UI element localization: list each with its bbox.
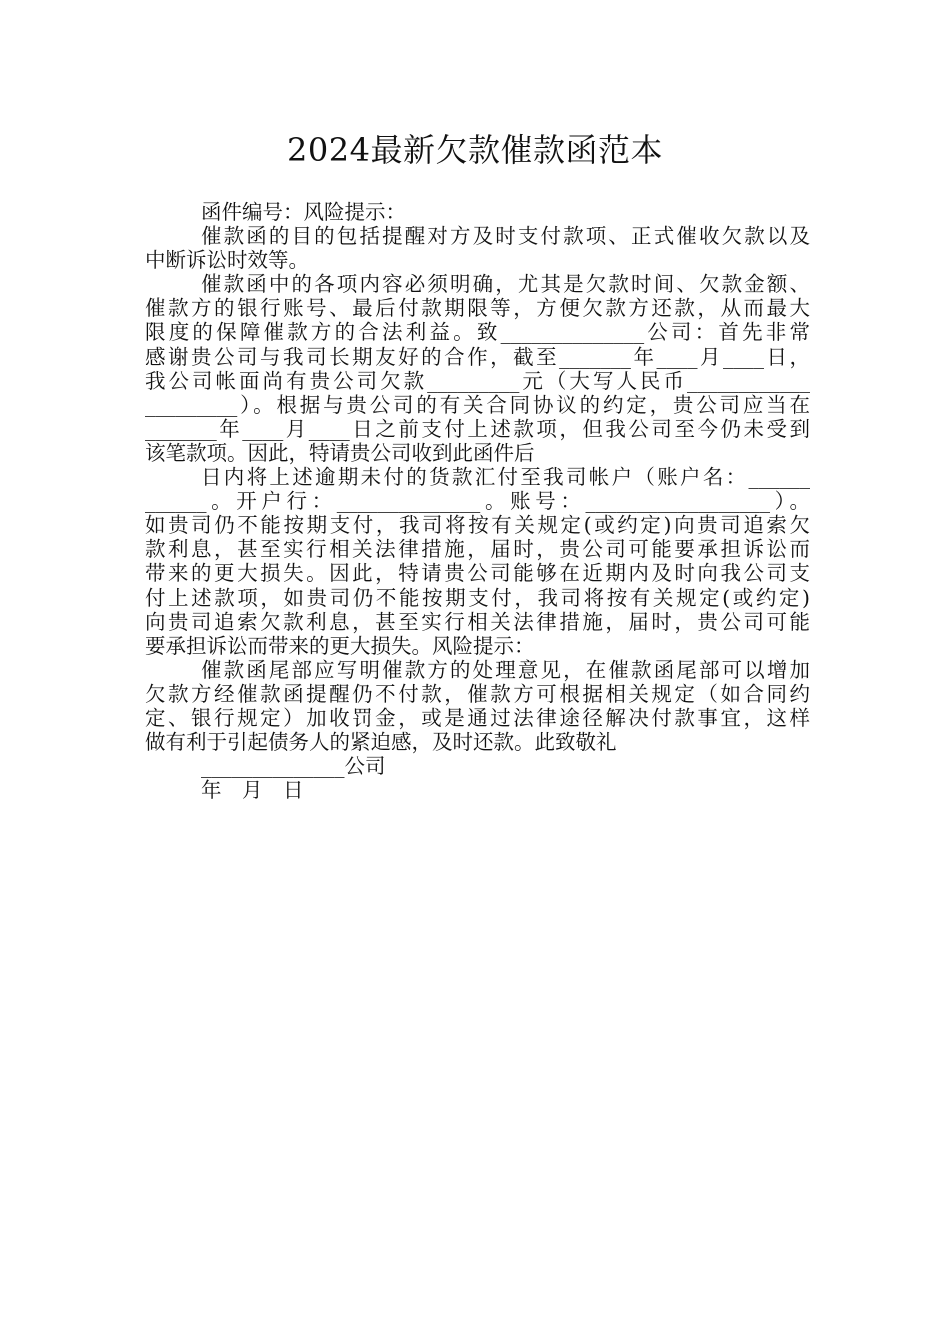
- doc-line: 带来的更大损失。因此，特请贵公司能够在近期内及时向我公司支: [145, 561, 810, 586]
- doc-line: ______。开户行：______________。账号：__________________）。: [145, 489, 810, 514]
- doc-line: 如贵司仍不能按期支付，我司将按有关规定(或约定)向贵司追索欠: [145, 513, 810, 538]
- doc-line: 催款函中的各项内容必须明确，尤其是欠款时间、欠款金额、: [201, 272, 810, 297]
- doc-line: 定、银行规定）加收罚金，或是通过法律途径解决付款事宜，这样: [145, 705, 810, 730]
- doc-line: 催款函的目的包括提醒对方及时支付款项、正式催收欠款以及: [201, 224, 810, 249]
- doc-line: _________）。根据与贵公司的有关合同协议的约定，贵公司应当在: [145, 392, 810, 417]
- document-body: [145, 200, 810, 802]
- doc-line: 日内将上述逾期未付的货款汇付至我司帐户（账户名：______: [201, 465, 810, 490]
- doc-signature-date: 年 月 日: [201, 778, 304, 803]
- doc-line-file-number: 函件编号：风险提示：: [201, 200, 406, 224]
- doc-line: 催款方的银行账号、最后付款期限等，方便欠款方还款，从而最大: [145, 296, 810, 321]
- doc-line: 催款函尾部应写明催款方的处理意见，在催款函尾部可以增加: [201, 657, 810, 682]
- doc-line: 该笔款项。因此，特请贵公司收到此函件后: [145, 440, 535, 465]
- doc-line: 付上述款项，如贵司仍不能按期支付，我司将按有关规定(或约定): [145, 585, 810, 610]
- doc-line: 我公司帐面尚有贵公司欠款_________元（大写人民币____________: [145, 368, 810, 393]
- doc-line: 要承担诉讼而带来的更大损失。风险提示：: [145, 633, 535, 658]
- doc-line: _______年____月____日之前支付上述款项，但我公司至今仍未受到: [145, 416, 810, 441]
- doc-line: 感谢贵公司与我司长期友好的合作，截至_______年____月____日，: [145, 344, 810, 369]
- doc-line: 中断诉讼时效等。: [145, 248, 309, 273]
- doc-line: 做有利于引起债务人的紧迫感，及时还款。此致敬礼: [145, 730, 617, 755]
- doc-line: 限度的保障催款方的合法利益。致______________公司：首先非常: [145, 320, 810, 345]
- doc-line: 向贵司追索欠款利息，甚至实行相关法律措施，届时，贵公司可能: [145, 609, 810, 634]
- doc-line: 款利息，甚至实行相关法律措施，届时，贵公司可能要承担诉讼而: [145, 537, 810, 562]
- doc-line: 欠款方经催款函提醒仍不付款，催款方可根据相关规定（如合同约: [145, 681, 810, 706]
- document-title: 2024最新欠款催款函范本: [287, 131, 663, 169]
- doc-signature-company: ______________公司: [201, 754, 386, 779]
